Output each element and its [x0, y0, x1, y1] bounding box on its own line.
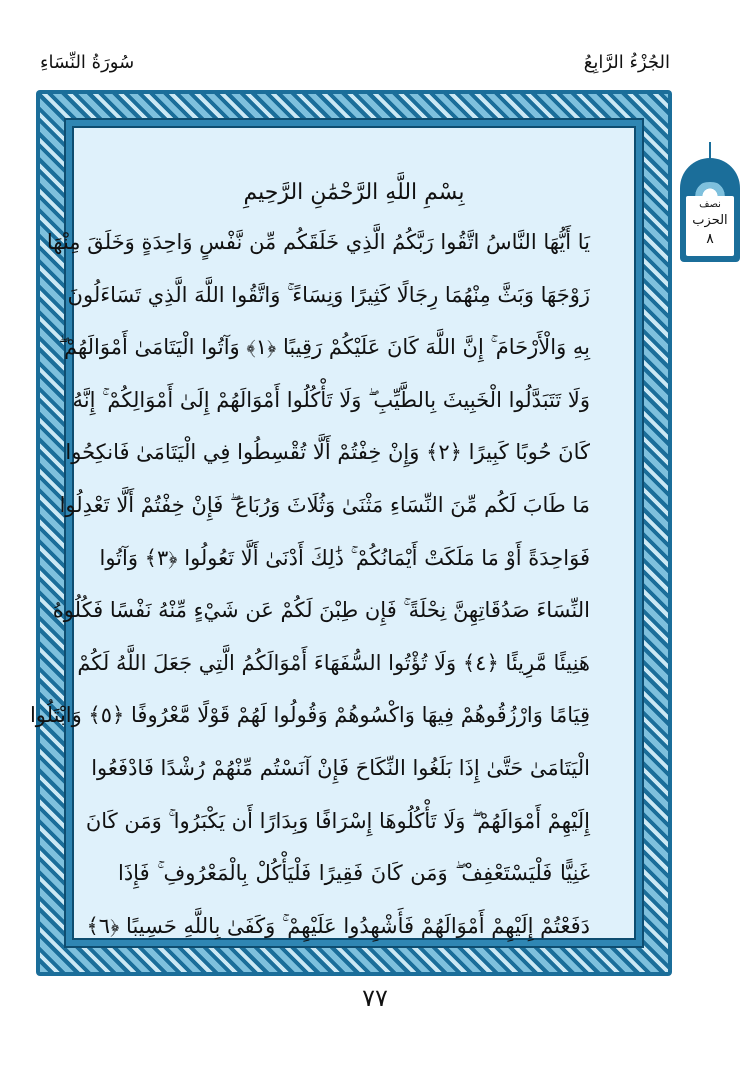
verse-line: هَنِيئًا مَّرِيئًا ﴿٤﴾ وَلَا تُؤْتُوا السُّفَهَاءَ أَمْوَالَكُمُ الَّتِي جَعَلَ اللَّهُ لَكُمْ — [77, 650, 590, 675]
verse-line: فَوَاحِدَةً أَوْ مَا مَلَكَتْ أَيْمَانُكُمْ ۚ ذَٰلِكَ أَدْنَىٰ أَلَّا تَعُولُوا ﴿٣﴾ وَآتُوا — [99, 545, 590, 570]
hizb-word: الحزب — [692, 213, 728, 228]
verse-line: مَا طَابَ لَكُم مِّنَ النِّسَاءِ مَثْنَىٰ وَثُلَاثَ وَرُبَاعَ ۖ فَإِنْ خِفْتُمْ أَلَّا تَعْدِلُوا — [59, 492, 590, 517]
basmala: بِسْمِ اللَّهِ الرَّحْمَٰنِ الرَّحِيمِ — [243, 180, 465, 205]
verse-line: كَانَ حُوبًا كَبِيرًا ﴿٢﴾ وَإِنْ خِفْتُمْ أَلَّا تُقْسِطُوا فِي الْيَتَامَىٰ فَانكِحُوا — [65, 440, 590, 465]
verse-line: يَا أَيُّهَا النَّاسُ اتَّقُوا رَبَّكُمُ الَّذِي خَلَقَكُم مِّن نَّفْسٍ وَاحِدَةٍ وَخَلَقَ مِنْهَا — [46, 230, 590, 254]
ornamental-frame — [29, 90, 672, 976]
verse-line: زَوْجَهَا وَبَثَّ مِنْهُمَا رِجَالًا كَثِيرًا وَنِسَاءً ۚ وَاتَّقُوا اللَّهَ الَّذِي تَسَاءَلُونَ — [67, 282, 590, 307]
verse-line: الْيَتَامَىٰ حَتَّىٰ إِذَا بَلَغُوا النِّكَاحَ فَإِنْ آنَسْتُم مِّنْهُمْ رُشْدًا فَادْفَعُوا — [91, 755, 590, 780]
frame-border — [29, 118, 644, 948]
page-number: ٧٧ — [362, 984, 388, 1012]
verse-line: غَنِيًّا فَلْيَسْتَعْفِفْ ۖ وَمَن كَانَ فَقِيرًا فَلْيَأْكُلْ بِالْمَعْرُوفِ ۚ فَإِذَا — [118, 861, 590, 886]
verse-line: دَفَعْتُمْ إِلَيْهِمْ أَمْوَالَهُمْ فَأَشْهِدُوا عَلَيْهِمْ ۚ وَكَفَىٰ بِاللَّهِ حَسِيبًا ﴿٦﴾ — [86, 913, 590, 938]
hizb-label — [686, 196, 734, 256]
hizb-number: ٨ — [706, 231, 714, 247]
verse-line: النِّسَاءَ صَدُقَاتِهِنَّ نِحْلَةً ۚ فَإِن طِبْنَ لَكُمْ عَن شَيْءٍ مِّنْهُ نَفْسًا فَكُلُوهُ — [52, 598, 590, 623]
hizb-fraction: نصف — [699, 199, 721, 210]
verse-line: إِلَيْهِمْ أَمْوَالَهُمْ ۖ وَلَا تَأْكُلُوهَا إِسْرَافًا وَبِدَارًا أَن يَكْبَرُوا ۚ وَمَن كَانَ — [85, 808, 590, 833]
verse-line: قِيَامًا وَارْزُقُوهُمْ فِيهَا وَاكْسُوهُمْ وَقُولُوا لَهُمْ قَوْلًا مَّعْرُوفًا ﴿٥﴾ وَابْتَلُوا — [29, 703, 590, 728]
hizb-marker — [680, 142, 740, 262]
verse-line: وَلَا تَتَبَدَّلُوا الْخَبِيثَ بِالطَّيِّبِ ۖ وَلَا تَأْكُلُوا أَمْوَالَهُمْ إِلَىٰ أَمْوَالِكُمْ ۚ إِنَّهُ — [72, 387, 590, 412]
text-panel — [29, 126, 636, 940]
page-header — [40, 44, 670, 84]
surah-title: سُورَةُ النِّسَاءِ — [40, 52, 135, 73]
verse-line: بِهِ وَالْأَرْحَامَ ۚ إِنَّ اللَّهَ كَانَ عَلَيْكُمْ رَقِيبًا ﴿١﴾ وَآتُوا الْيَتَامَىٰ أَمْوَالَهُمْ ۖ — [58, 335, 590, 360]
quran-text — [29, 170, 590, 938]
juz-title: الجُزْءُ الرَّابِعُ — [583, 52, 670, 73]
